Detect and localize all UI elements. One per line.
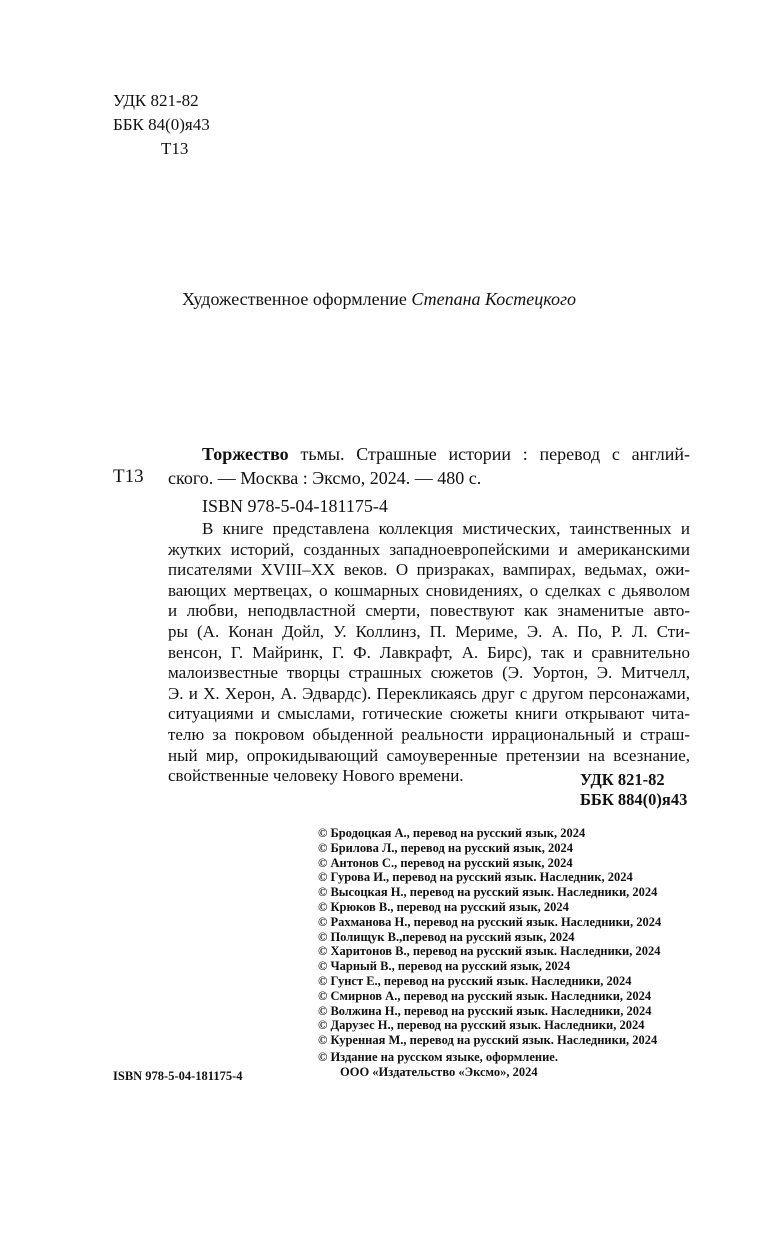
bibliographic-author-sign: Т13 [113,466,144,487]
annotation-line: малоизвестные творцы страшных сюжетов (Э. Уортон, Э. Митчелл, [168,663,690,683]
annotation-line: вающих мертвецах, о кошмарных сновидениях, о сделках с дьяволом [168,580,690,600]
copyright-line: © Рахманова Н., перевод на русский язык. Наследники, 2024 [318,914,662,929]
publisher-line: ООО «Издательство «Эксмо», 2024 [340,1064,538,1079]
copyright-line: © Дарузес Н., перевод на русский язык. Наследники, 2024 [318,1018,645,1033]
annotation-line: жутких историй, созданных западноевропейскими и американскими [168,539,690,559]
copyright-line: © Волжина Н., перевод на русский язык. Наследники, 2024 [318,1003,652,1018]
copyright-line: © Высоцкая Н., перевод на русский язык. Наследники, 2024 [318,885,658,900]
copyright-list [318,826,661,1080]
bottom-isbn: ISBN 978-5-04-181175-4 [113,1069,243,1083]
title-rest: тьмы. Страшные истории : перевод с англий- [300,444,691,464]
bbk-code: ББК 84(0)я43 [113,115,210,134]
annotation-line: ситуациями и смыслами, готические сюжеты книги открывают чита- [168,704,690,724]
author-sign: Т13 [161,139,189,158]
annotation [168,519,690,787]
copyright-line: © Харитонов В., перевод на русский язык. Наследники, 2024 [318,944,661,959]
annotation-line: В книге представлена коллекция мистических, таинственных и [202,519,690,538]
design-credit [182,289,576,310]
isbn: ISBN 978-5-04-181175-4 [202,496,388,516]
udk-code: УДК 821-82 [113,91,199,110]
annotation-line: писателями XVIII–XX веков. О призраках, вампирах, ведьмах, ожи- [168,560,690,580]
copyright-line: © Полищук В.,перевод на русский язык, 2024 [318,929,575,944]
copyright-line: © Антонов С., перевод на русский язык, 2024 [318,855,573,870]
annotation-line: свойственные человеку Нового времени. [168,766,464,786]
copyright-line: © Гунст Е., перевод на русский язык. Наследники, 2024 [318,973,632,988]
annotation-line: ры (А. Конан Дойл, У. Коллинз, П. Мериме, Э. А. По, Р. Л. Сти- [168,621,690,641]
edition-copyright-line: © Издание на русском языке, оформление. [318,1049,558,1064]
design-credit-prefix: Художественное оформление [182,289,407,309]
bibliographic-line-1 [168,442,690,466]
copyright-line: © Гурова И., перевод на русский язык. Наследник, 2024 [318,870,633,885]
copyright-line: © Куренная М., перевод на русский язык. Наследники, 2024 [318,1033,658,1048]
annotation-bbk: ББК 884(0)я43 [580,790,688,809]
annotation-line: ный мир, опрокидывающий самоуверенные претензии на всезнание, [168,745,690,765]
bibliographic-record [168,442,690,490]
book-title: Торжество [202,444,289,464]
classification-block [113,89,210,161]
copyright-line: © Смирнов А., перевод на русский язык. Наследники, 2024 [318,988,652,1003]
copyright-line: © Бродоцкая А., перевод на русский язык, 2024 [318,826,586,840]
annotation-udk: УДК 821-82 [580,770,665,789]
copyright-line: © Брилова Л., перевод на русский язык, 2024 [318,840,573,855]
designer-name: Степана Костецкого [411,289,577,309]
annotation-line: и любви, неподвластной смерти, повествуют как знаменитые авто- [168,601,690,621]
bibliographic-line-2: ского. — Москва : Эксмо, 2024. — 480 с. [168,468,482,488]
annotation-codes [580,770,687,810]
copyright-line: © Крюков В., перевод на русский язык, 2024 [318,899,569,914]
copyright-line: © Чарный В., перевод на русский язык, 2024 [318,959,571,974]
annotation-line: венсон, Г. Майринк, Г. Ф. Лавкрафт, А. Бирс), так и сравнительно [168,642,690,662]
annotation-line: Э. и Х. Херон, А. Эдвардс). Перекликаясь друг с другом персонажами, [168,683,690,703]
annotation-line: телю за покровом обыденной реальности иррациональный и страш- [168,724,690,744]
